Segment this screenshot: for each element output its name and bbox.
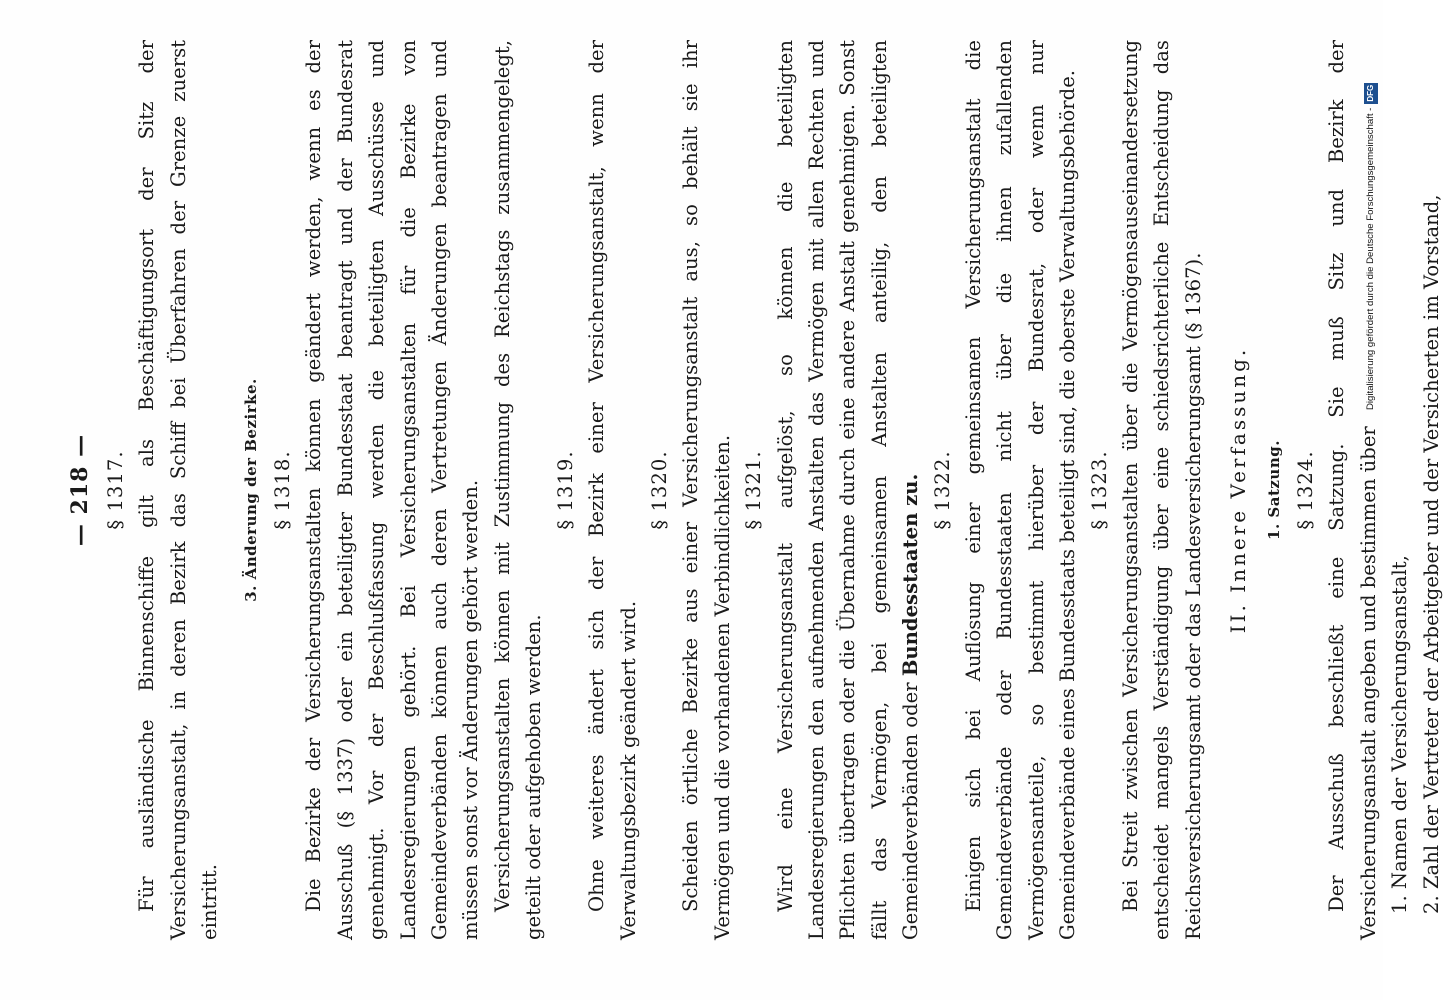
section-1320-title: § 1320. [647,450,671,530]
section-1317-text: Für ausländische Binnenschiffe gilt als Beschäftigungsort der Sitz der Versicherungsanstalt, in deren Bezirk das Schiff bei Überfahren der Grenze zuerst eintritt. [135,40,222,940]
credit-text: Digitalisierung gefördert durch die Deutsche Forschungsgemeinschaft - [1365,107,1376,410]
section-1324-item-2: 2. Zahl der Vertreter der Arbeitgeber und der Versicherten im Vorstand, [1419,194,1443,914]
section-1317-title: § 1317. [104,450,127,530]
digitization-credit [1360,10,1382,410]
section-1318-paragraph-2: Versicherungsanstalten können mit Zustimmung des Reichstags zusammengelegt, geteilt oder aufgehoben werden. [490,40,546,940]
part-ii-heading: II. Innere Verfassung. [1226,346,1251,634]
section-1322-text: Einigen sich bei Auflösung einer gemeinsamen Versicherungsanstalt die Gemeindeverbände oder Bundesstaaten nicht über die ihnen zufallenden Vermögensanteile, so bestimmt hierüber der Bundesrat, oder wenn nur Gemeindeverbände eines Bundesstaats beteiligt sind, die oberste Verwaltungsbehörde. [961,40,1080,940]
section-1324-item-1: 1. Namen der Versicherungsanstalt, [1388,555,1412,914]
section-1321-text-main: Wird eine Versicherungsanstalt aufgelöst, so können die beteiligten Landesregierungen den aufnehmenden Anstalten das Vermögen mit allen Rechten und Pflichten übertragen oder die Übernahme durch eine andere Anstalt genehmigen. Sonst fällt das Vermögen, bei gemeinsamen Anstalten anteilig, den beteiligten Gemeindeverbänden oder [773,40,923,940]
section-1324-title: § 1324. [1294,450,1318,530]
subheading-aenderung-der-bezirke: 3. Änderung der Bezirke. [241,378,260,602]
section-1318-paragraph-1: Die Bezirke der Versicherungsanstalten können geändert werden, wenn es der Ausschuß (§ 1337) oder ein beteiligter Bundesstaat beantragt und der Bundesrat genehmigt. Vor der Beschlußfassung werden die beteiligten Ausschüsse und Landesregierungen gehört. Bei Versicherungsanstalten für die Bezirke von Gemeindeverbänden können auch deren Vertretungen Änderungen beantragen und müssen sonst vor Änderungen gehört werden. [302,40,483,940]
section-1319-text: Ohne weiteres ändert sich der Bezirk einer Versicherungsanstalt, wenn der Verwaltungsbezirk geändert wird. [585,40,640,940]
page-number: — 218 — [67,433,93,547]
section-1318-title: § 1318. [271,450,295,530]
dfg-logo: DFG [1364,83,1378,104]
section-1324-text: Der Ausschuß beschließt eine Satzung. Sie muß Sitz und Bezirk der Versicherungsanstalt angeben und bestimmen über [1325,40,1380,940]
section-1319-title: § 1319. [553,450,577,530]
section-1321-text-end: Bundesstaaten zu. [899,473,923,677]
section-1320-text: Scheiden örtliche Bezirke aus einer Versicherungsanstalt aus, so behält sie ihr Vermögen und die vorhandenen Verbindlichkeiten. [679,40,734,940]
subheading-satzung: 1. Satzung. [1264,440,1283,540]
section-1322-title: § 1322. [930,450,954,530]
section-1321-text [770,40,927,940]
section-1323-title: § 1323. [1087,450,1111,530]
section-1321-title: § 1321. [742,450,766,530]
section-1323-text: Bei Streit zwischen Versicherungsanstalten über die Vermögensauseinandersetzung entscheidet mangels Verständigung über eine schiedsrichterliche Entscheidung das Reichsversicherungsamt oder das Landesversicherungsamt (§ 1367). [1119,40,1205,940]
